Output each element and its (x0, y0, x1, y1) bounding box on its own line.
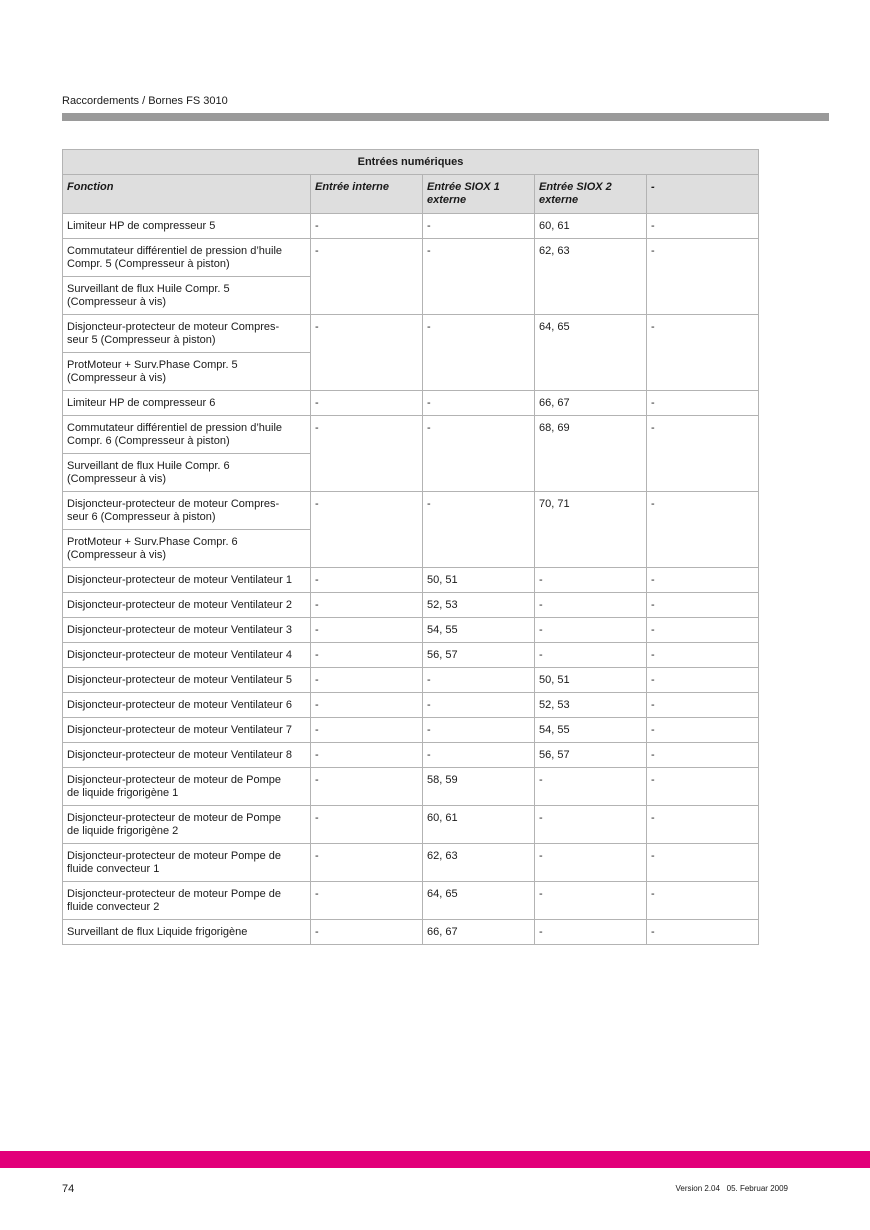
cell-siox2: - (535, 920, 647, 945)
cell-siox1: - (423, 492, 535, 568)
cell-siox2: - (535, 643, 647, 668)
cell-interne: - (311, 492, 423, 568)
table-title-row (63, 150, 759, 175)
cell-fonction (63, 530, 311, 568)
cell-interne: - (311, 315, 423, 391)
cell-extra: - (647, 492, 759, 568)
header-siox2-line1: Entrée (539, 181, 574, 193)
header-fonction: Fonction (63, 175, 311, 214)
cell-siox2: 66, 67 (535, 391, 647, 416)
cell-fonction: Disjoncteur-protecteur de moteur Ventilateur 8 (63, 743, 311, 768)
header-entree-interne: Entrée interne (311, 175, 423, 214)
cell-siox1: - (423, 743, 535, 768)
cell-extra: - (647, 668, 759, 693)
cell-siox2: 52, 53 (535, 693, 647, 718)
table-row (63, 693, 759, 718)
cell-siox1: - (423, 214, 535, 239)
cell-siox2: 54, 55 (535, 718, 647, 743)
cell-siox1: - (423, 239, 535, 315)
table-row (63, 568, 759, 593)
cell-fonction: Limiteur HP de compresseur 6 (63, 391, 311, 416)
cell-siox1: 58, 59 (423, 768, 535, 806)
cell-siox1: 64, 65 (423, 882, 535, 920)
cell-extra: - (647, 643, 759, 668)
cell-extra: - (647, 239, 759, 315)
cell-interne: - (311, 239, 423, 315)
cell-fonction-line1: Disjoncteur-protecteur de moteur Compres- (67, 498, 280, 510)
cell-fonction: Disjoncteur-protecteur de moteur Ventilateur 2 (63, 593, 311, 618)
cell-interne: - (311, 618, 423, 643)
cell-fonction-line2: (Compresseur à vis) (67, 549, 167, 561)
table-row (63, 391, 759, 416)
cell-fonction-line2: Compr. 6 (Compresseur à piston) (67, 435, 230, 447)
table-row (63, 492, 759, 530)
table-row (63, 882, 759, 920)
cell-siox2: 50, 51 (535, 668, 647, 693)
cell-fonction: Disjoncteur-protecteur de moteur Ventilateur 4 (63, 643, 311, 668)
cell-siox2: - (535, 882, 647, 920)
cell-fonction (63, 768, 311, 806)
cell-interne: - (311, 743, 423, 768)
cell-extra: - (647, 718, 759, 743)
cell-fonction: Disjoncteur-protecteur de moteur Ventilateur 5 (63, 668, 311, 693)
cell-siox2: - (535, 568, 647, 593)
cell-interne: - (311, 643, 423, 668)
table-row (63, 643, 759, 668)
cell-interne: - (311, 593, 423, 618)
cell-siox1: - (423, 718, 535, 743)
cell-fonction-line1: Disjoncteur-protecteur de moteur Compres- (67, 321, 280, 333)
cell-fonction (63, 416, 311, 454)
cell-fonction-line1: Disjoncteur-protecteur de moteur Pompe de (67, 888, 281, 900)
table-row (63, 239, 759, 277)
cell-fonction-line1: Commutateur différentiel de pression d’huile (67, 422, 283, 434)
table-row (63, 743, 759, 768)
cell-siox2: 68, 69 (535, 416, 647, 492)
cell-extra: - (647, 315, 759, 391)
cell-fonction: Disjoncteur-protecteur de moteur Ventilateur 6 (63, 693, 311, 718)
cell-siox1: - (423, 391, 535, 416)
table-row (63, 214, 759, 239)
cell-fonction-line1: Surveillant de flux Huile Compr. 6 (67, 460, 230, 472)
cell-interne: - (311, 844, 423, 882)
cell-fonction (63, 277, 311, 315)
cell-fonction-line2: (Compresseur à vis) (67, 372, 167, 384)
cell-fonction (63, 882, 311, 920)
cell-extra: - (647, 693, 759, 718)
cell-fonction-line2: de liquide frigorigène 2 (67, 825, 179, 837)
cell-siox1: 62, 63 (423, 844, 535, 882)
cell-fonction (63, 844, 311, 882)
cell-siox1: 50, 51 (423, 568, 535, 593)
cell-fonction-line1: Disjoncteur-protecteur de moteur de Pompe (67, 774, 281, 786)
cell-siox2: 62, 63 (535, 239, 647, 315)
table-row (63, 920, 759, 945)
cell-siox1: - (423, 315, 535, 391)
cell-extra: - (647, 391, 759, 416)
cell-extra: - (647, 618, 759, 643)
table-row (63, 768, 759, 806)
cell-interne: - (311, 920, 423, 945)
cell-fonction-line2: seur 5 (Compresseur à piston) (67, 334, 216, 346)
cell-fonction: Surveillant de flux Liquide frigorigène (63, 920, 311, 945)
cell-extra: - (647, 568, 759, 593)
header-rule (62, 113, 829, 121)
cell-extra: - (647, 743, 759, 768)
cell-fonction-line2: fluide convecteur 1 (67, 863, 160, 875)
header-siox2-externe (535, 175, 647, 214)
cell-extra: - (647, 806, 759, 844)
cell-fonction-line1: Surveillant de flux Huile Compr. 5 (67, 283, 230, 295)
cell-fonction: Disjoncteur-protecteur de moteur Ventilateur 1 (63, 568, 311, 593)
cell-fonction (63, 806, 311, 844)
cell-extra: - (647, 844, 759, 882)
cell-fonction: Limiteur HP de compresseur 5 (63, 214, 311, 239)
page-header-title: Raccordements / Bornes FS 3010 (62, 95, 228, 107)
cell-siox2: 64, 65 (535, 315, 647, 391)
header-siox1-line2: SIOX 1 externe (427, 181, 500, 206)
table-row (63, 806, 759, 844)
cell-interne: - (311, 768, 423, 806)
cell-siox1: - (423, 668, 535, 693)
cell-fonction-line2: (Compresseur à vis) (67, 473, 167, 485)
cell-fonction (63, 315, 311, 353)
cell-fonction (63, 492, 311, 530)
table-row (63, 315, 759, 353)
cell-interne: - (311, 214, 423, 239)
cell-fonction (63, 239, 311, 277)
cell-interne: - (311, 693, 423, 718)
cell-interne: - (311, 391, 423, 416)
cell-siox1: - (423, 693, 535, 718)
cell-fonction-line2: seur 6 (Compresseur à piston) (67, 511, 216, 523)
table-row (63, 718, 759, 743)
cell-fonction: Disjoncteur-protecteur de moteur Ventilateur 7 (63, 718, 311, 743)
cell-fonction-line2: de liquide frigorigène 1 (67, 787, 179, 799)
cell-siox2: 70, 71 (535, 492, 647, 568)
page-number: 74 (62, 1183, 75, 1195)
cell-siox1: - (423, 416, 535, 492)
cell-fonction (63, 353, 311, 391)
cell-fonction-line2: (Compresseur à vis) (67, 296, 167, 308)
cell-siox1: 66, 67 (423, 920, 535, 945)
cell-siox2: 60, 61 (535, 214, 647, 239)
cell-interne: - (311, 668, 423, 693)
cell-interne: - (311, 718, 423, 743)
cell-siox1: 60, 61 (423, 806, 535, 844)
cell-siox1: 56, 57 (423, 643, 535, 668)
cell-siox1: 52, 53 (423, 593, 535, 618)
header-siox1-externe (423, 175, 535, 214)
cell-extra: - (647, 920, 759, 945)
cell-fonction-line1: ProtMoteur + Surv.Phase Compr. 5 (67, 359, 238, 371)
cell-fonction-line2: fluide convecteur 2 (67, 901, 160, 913)
cell-siox2: - (535, 593, 647, 618)
cell-siox2: - (535, 806, 647, 844)
cell-fonction-line2: Compr. 5 (Compresseur à piston) (67, 258, 230, 270)
table-title: Entrées numériques (63, 150, 759, 175)
version-info: Version 2.04 05. Februar 2009 (675, 1184, 788, 1193)
cell-interne: - (311, 416, 423, 492)
table-header-row (63, 175, 759, 214)
cell-extra: - (647, 214, 759, 239)
table-row (63, 844, 759, 882)
cell-fonction: Disjoncteur-protecteur de moteur Ventilateur 3 (63, 618, 311, 643)
cell-interne: - (311, 882, 423, 920)
cell-siox1: 54, 55 (423, 618, 535, 643)
cell-extra: - (647, 768, 759, 806)
cell-interne: - (311, 806, 423, 844)
header-siox2-line2: SIOX 2 externe (539, 181, 612, 206)
table-row (63, 416, 759, 454)
cell-fonction-line1: Commutateur différentiel de pression d’huile (67, 245, 283, 257)
cell-extra: - (647, 416, 759, 492)
cell-extra: - (647, 593, 759, 618)
cell-fonction-line1: Disjoncteur-protecteur de moteur Pompe de (67, 850, 281, 862)
table-row (63, 668, 759, 693)
footer-accent-bar (0, 1151, 870, 1168)
header-extra: - (647, 175, 759, 214)
cell-fonction-line1: Disjoncteur-protecteur de moteur de Pompe (67, 812, 281, 824)
digital-inputs-table (62, 149, 759, 945)
cell-siox2: - (535, 844, 647, 882)
cell-siox2: 56, 57 (535, 743, 647, 768)
cell-siox2: - (535, 618, 647, 643)
cell-siox2: - (535, 768, 647, 806)
cell-extra: - (647, 882, 759, 920)
table-row (63, 618, 759, 643)
header-siox1-line1: Entrée (427, 181, 462, 193)
cell-fonction-line1: ProtMoteur + Surv.Phase Compr. 6 (67, 536, 238, 548)
table-row (63, 593, 759, 618)
cell-fonction (63, 454, 311, 492)
cell-interne: - (311, 568, 423, 593)
